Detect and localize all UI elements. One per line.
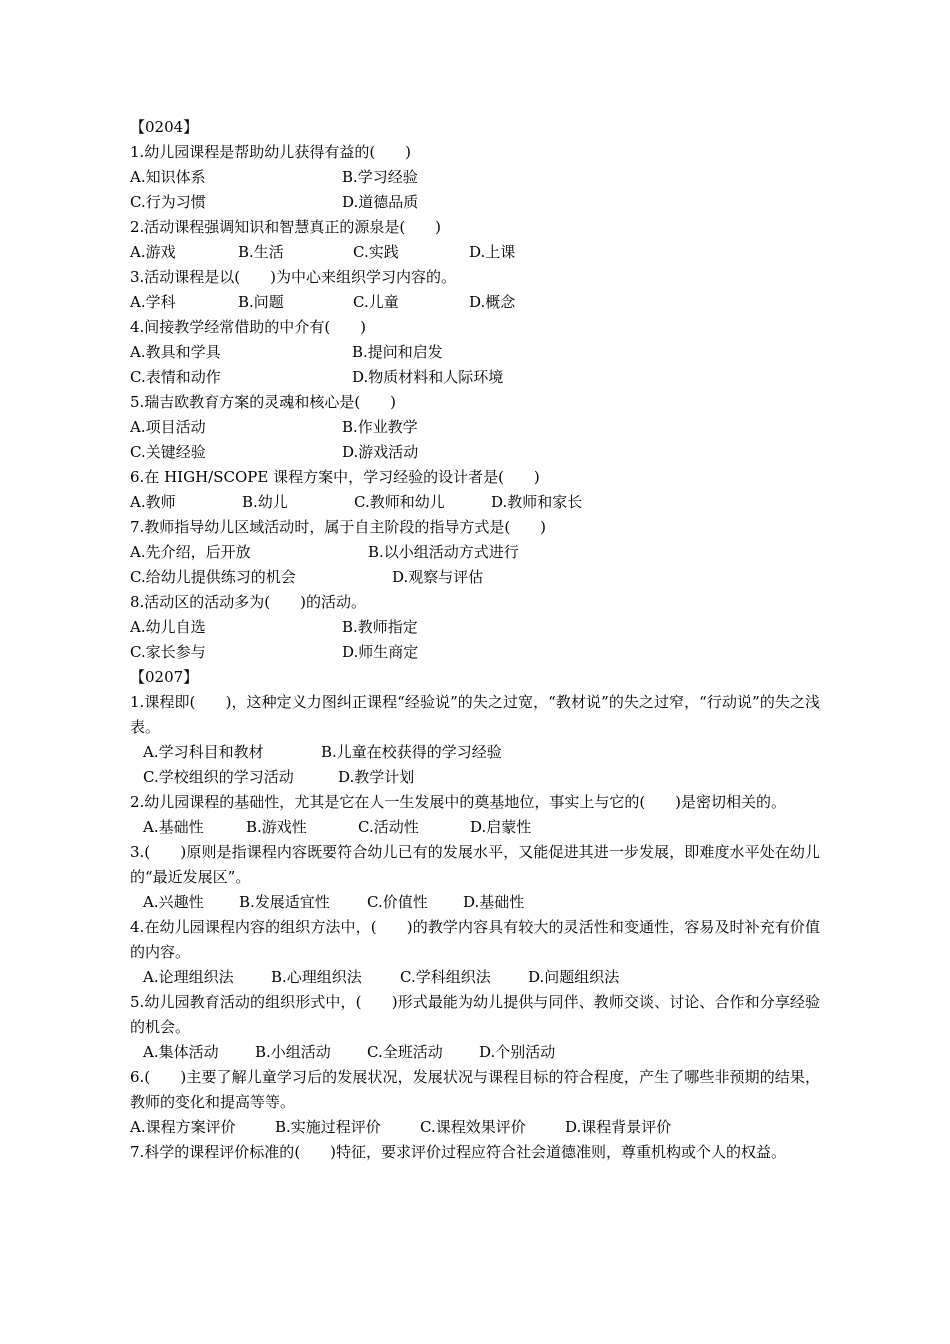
question-stem: 2.幼儿园课程的基础性，尤其是它在人一生发展中的奠基地位，事实上与它的( )是密切相关的。	[130, 793, 787, 811]
option: D.道德品质	[342, 193, 419, 211]
option: C.家长参与	[130, 643, 206, 661]
question-stem: 3.活动课程是以( )为中心来组织学习内容的。	[130, 268, 457, 286]
option: B.教师指定	[342, 618, 418, 636]
section-code: 【0204】	[130, 118, 199, 136]
option: C.价值性	[367, 893, 428, 911]
option-row	[130, 365, 820, 390]
question-stem: 5.幼儿园教育活动的组织形式中，( )形式最能为幼儿提供与同伴、教师交谈、讨论、合作和分享经验的机会。	[130, 993, 820, 1036]
question-stem: 1.幼儿园课程是帮助幼儿获得有益的( )	[130, 143, 412, 161]
option: D.上课	[469, 243, 516, 261]
question-stem: 4.在幼儿园课程内容的组织方法中，( )的教学内容具有较大的灵活性和变通性，容易及时补充有价值的内容。	[130, 918, 820, 961]
option: C.表情和动作	[130, 368, 221, 386]
option: A.集体活动	[143, 1043, 219, 1061]
option: C.全班活动	[367, 1043, 443, 1061]
option-row	[130, 1040, 820, 1065]
option: A.论理组织法	[143, 968, 234, 986]
option: A.课程方案评价	[130, 1118, 236, 1136]
option: B.实施过程评价	[275, 1118, 381, 1136]
option: D.物质材料和人际环境	[352, 368, 504, 386]
option: A.教具和学具	[130, 343, 221, 361]
option-row	[130, 1115, 820, 1140]
option: B.幼儿	[242, 493, 288, 511]
option: B.学习经验	[342, 168, 418, 186]
question-stem: 3.( )原则是指课程内容既要符合幼儿已有的发展水平，又能促进其进一步发展，即难度水平处在幼儿的“最近发展区”。	[130, 843, 820, 886]
question-stem: 1.课程即( )，这种定义力图纠正课程“经验说”的失之过宽，“教材说”的失之过窄，“行动说”的失之浅表。	[130, 693, 820, 736]
question-stem: 6.( )主要了解儿童学习后的发展状况，发展状况与课程目标的符合程度，产生了哪些非预期的结果，教师的变化和提高等等。	[130, 1068, 820, 1111]
option: D.概念	[469, 293, 516, 311]
exam-document	[130, 115, 820, 1165]
option-row	[130, 490, 820, 515]
option: C.关键经验	[130, 443, 206, 461]
option: D.基础性	[463, 893, 525, 911]
option: C.学校组织的学习活动	[143, 768, 294, 786]
section-code: 【0207】	[130, 668, 199, 686]
question-stem: 6.在 HIGH/SCOPE 课程方案中，学习经验的设计者是( )	[130, 468, 540, 486]
option: C.行为习惯	[130, 193, 206, 211]
option: B.发展适宜性	[239, 893, 330, 911]
option-row	[130, 540, 820, 565]
option: B.问题	[238, 293, 284, 311]
question-stem: 7.科学的课程评价标准的( )特征，要求评价过程应符合社会道德准则，尊重机构或个人的权益。	[130, 1143, 787, 1161]
question-stem: 7.教师指导幼儿区域活动时，属于自主阶段的指导方式是( )	[130, 518, 547, 536]
option: D.课程背景评价	[565, 1118, 672, 1136]
option: C.课程效果评价	[420, 1118, 526, 1136]
option: D.问题组织法	[528, 968, 620, 986]
option: A.学科	[130, 293, 176, 311]
option: C.实践	[353, 243, 399, 261]
option: A.知识体系	[130, 168, 206, 186]
option: D.教师和家长	[491, 493, 583, 511]
option: B.生活	[238, 243, 284, 261]
option-row	[130, 440, 820, 465]
option: A.项目活动	[130, 418, 206, 436]
option: D.师生商定	[342, 643, 419, 661]
question-stem: 5.瑞吉欧教育方案的灵魂和核心是( )	[130, 393, 397, 411]
option: A.基础性	[143, 818, 204, 836]
option-row	[130, 740, 820, 765]
option: D.启蒙性	[470, 818, 532, 836]
option-row	[130, 640, 820, 665]
option: B.游戏性	[246, 818, 307, 836]
option: A.幼儿自选	[130, 618, 206, 636]
option-row	[130, 765, 820, 790]
option: C.活动性	[358, 818, 419, 836]
option: D.教学计划	[338, 768, 415, 786]
question-stem: 8.活动区的活动多为( )的活动。	[130, 593, 367, 611]
option-row	[130, 615, 820, 640]
question-stem: 4.间接教学经常借助的中介有( )	[130, 318, 367, 336]
option: B.以小组活动方式进行	[368, 543, 519, 561]
option: A.游戏	[130, 243, 176, 261]
option: B.作业教学	[342, 418, 418, 436]
option: C.教师和幼儿	[354, 493, 445, 511]
option: A.兴趣性	[143, 893, 204, 911]
option-row	[130, 190, 820, 215]
option: D.观察与评估	[392, 568, 484, 586]
option-row	[130, 890, 820, 915]
option: C.儿童	[353, 293, 399, 311]
option: D.游戏活动	[342, 443, 419, 461]
option: A.教师	[130, 493, 176, 511]
option-row	[130, 415, 820, 440]
option: A.学习科目和教材	[143, 743, 264, 761]
option: B.心理组织法	[271, 968, 362, 986]
option: C.学科组织法	[400, 968, 491, 986]
option-row	[130, 965, 820, 990]
option: B.提问和启发	[352, 343, 443, 361]
option: A.先介绍，后开放	[130, 543, 251, 561]
option-row	[130, 165, 820, 190]
option-row	[130, 290, 820, 315]
option: B.小组活动	[255, 1043, 331, 1061]
option: D.个别活动	[479, 1043, 556, 1061]
question-stem: 2.活动课程强调知识和智慧真正的源泉是( )	[130, 218, 442, 236]
option-row	[130, 240, 820, 265]
option-row	[130, 340, 820, 365]
option: B.儿童在校获得的学习经验	[321, 743, 502, 761]
option-row	[130, 565, 820, 590]
option: C.给幼儿提供练习的机会	[130, 568, 296, 586]
option-row	[130, 815, 820, 840]
